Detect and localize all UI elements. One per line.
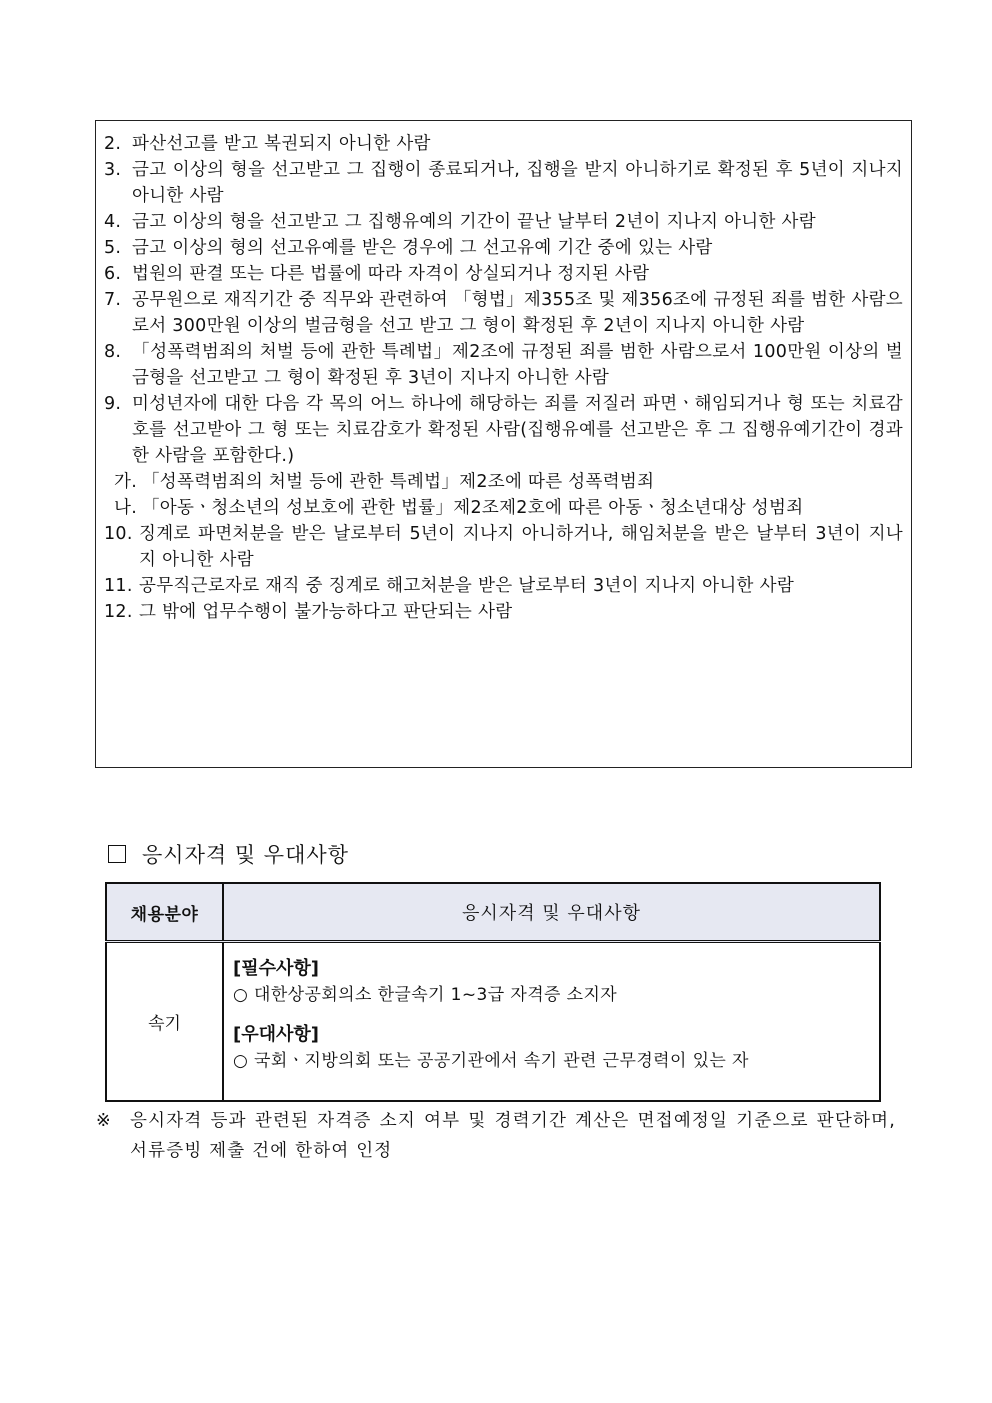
sub-list-item: [104, 495, 903, 521]
table-header-row: [106, 883, 880, 942]
required-item: ○ 대한상공회의소 한글속기 1~3급 자격증 소지자: [233, 985, 618, 1005]
header-qualification: 응시자격 및 우대사항: [223, 883, 880, 942]
item-text: 공무원으로 재직기간 중 직무와 관련하여 「형법」제355조 및 제356조에 규정된 죄를 범한 사람으로서 300만원 이상의 벌금형을 선고 받고 그 형이 확정된 후 2년이 지나지 아니한 사람: [132, 290, 903, 336]
preferred-title: [우대사항]: [233, 1024, 320, 1045]
footnote-text: 응시자격 등과 관련된 자격증 소지 여부 및 경력기간 계산은 면접예정일 기준으로 판단하며, 서류증빙 제출 건에 한하여 인정: [130, 1111, 896, 1161]
list-item: [104, 599, 903, 625]
item-text: 금고 이상의 형을 선고받고 그 집행이 종료되거나, 집행을 받지 아니하기로 확정된 후 5년이 지나지 아니한 사람: [132, 160, 903, 206]
item-number: 2.: [104, 134, 122, 154]
section-title: 응시자격 및 우대사항: [142, 843, 349, 867]
reference-mark: ※: [96, 1111, 112, 1131]
list-item: [104, 261, 903, 287]
item-text: 법원의 판결 또는 다른 법률에 따라 자격이 상실되거나 정지된 사람: [132, 264, 650, 284]
qualification-table: [105, 882, 881, 1102]
item-text: 그 밖에 업무수행이 불가능하다고 판단되는 사람: [139, 602, 513, 622]
sub-list-item: [104, 469, 903, 495]
section-heading: [108, 839, 349, 869]
list-item: [104, 235, 903, 261]
item-number: 6.: [104, 264, 122, 284]
item-number: 12.: [104, 602, 133, 622]
list-item: [104, 287, 903, 339]
checkbox-square-icon: [108, 845, 126, 863]
item-number: 3.: [104, 160, 122, 180]
footnote: [96, 1106, 896, 1166]
list-item: [104, 339, 903, 391]
item-text: 「성폭력범죄의 처벌 등에 관한 특례법」제2조에 규정된 죄를 범한 사람으로서 100만원 이상의 벌금형을 선고받고 그 형이 확정된 후 3년이 지나지 아니한 사람: [132, 342, 903, 388]
item-number: 9.: [104, 394, 122, 414]
item-number: 5.: [104, 238, 122, 258]
item-text: 「성폭력범죄의 처벌 등에 관한 특례법」제2조에 따른 성폭력범죄: [142, 472, 655, 492]
list-item: [104, 131, 903, 157]
item-number: 10.: [104, 524, 133, 544]
list-item: [104, 573, 903, 599]
item-text: 「아동ㆍ청소년의 성보호에 관한 법률」제2조제2호에 따른 아동ㆍ청소년대상 성범죄: [142, 498, 804, 518]
item-text: 미성년자에 대한 다음 각 목의 어느 하나에 해당하는 죄를 저질러 파면ㆍ해임되거나 형 또는 치료감호를 선고받아 그 형 또는 치료감호가 확정된 사람(집행유예를 선고받은 후 그 집행유예기간이 경과한 사람을 포함한다.): [132, 394, 903, 466]
list-item: [104, 391, 903, 469]
item-number: 나.: [114, 498, 138, 518]
item-number: 11.: [104, 576, 133, 596]
table-row: [106, 942, 880, 1102]
item-text: 금고 이상의 형을 선고받고 그 집행유예의 기간이 끝난 날부터 2년이 지나지 아니한 사람: [132, 212, 816, 232]
required-title: [필수사항]: [233, 958, 320, 979]
field-cell: 속기: [106, 942, 223, 1102]
list-item: [104, 157, 903, 209]
item-text: 징계로 파면처분을 받은 날로부터 5년이 지나지 아니하거나, 해임처분을 받은 날부터 3년이 지나지 아니한 사람: [139, 524, 903, 570]
preferred-item: ○ 국회ㆍ지방의회 또는 공공기관에서 속기 관련 근무경력이 있는 자: [233, 1051, 749, 1071]
item-text: 금고 이상의 형의 선고유예를 받은 경우에 그 선고유예 기간 중에 있는 사람: [132, 238, 713, 258]
list-item: [104, 521, 903, 573]
qualification-cell: [223, 942, 880, 1102]
list-item: [104, 209, 903, 235]
item-text: 파산선고를 받고 복권되지 아니한 사람: [132, 134, 431, 154]
item-number: 7.: [104, 290, 122, 310]
item-number: 8.: [104, 342, 122, 362]
item-number: 4.: [104, 212, 122, 232]
item-number: 가.: [114, 472, 138, 492]
item-text: 공무직근로자로 재직 중 징계로 해고처분을 받은 날로부터 3년이 지나지 아니한 사람: [139, 576, 795, 596]
header-field: 채용분야: [106, 883, 223, 942]
disqualification-list-box: [95, 120, 912, 768]
